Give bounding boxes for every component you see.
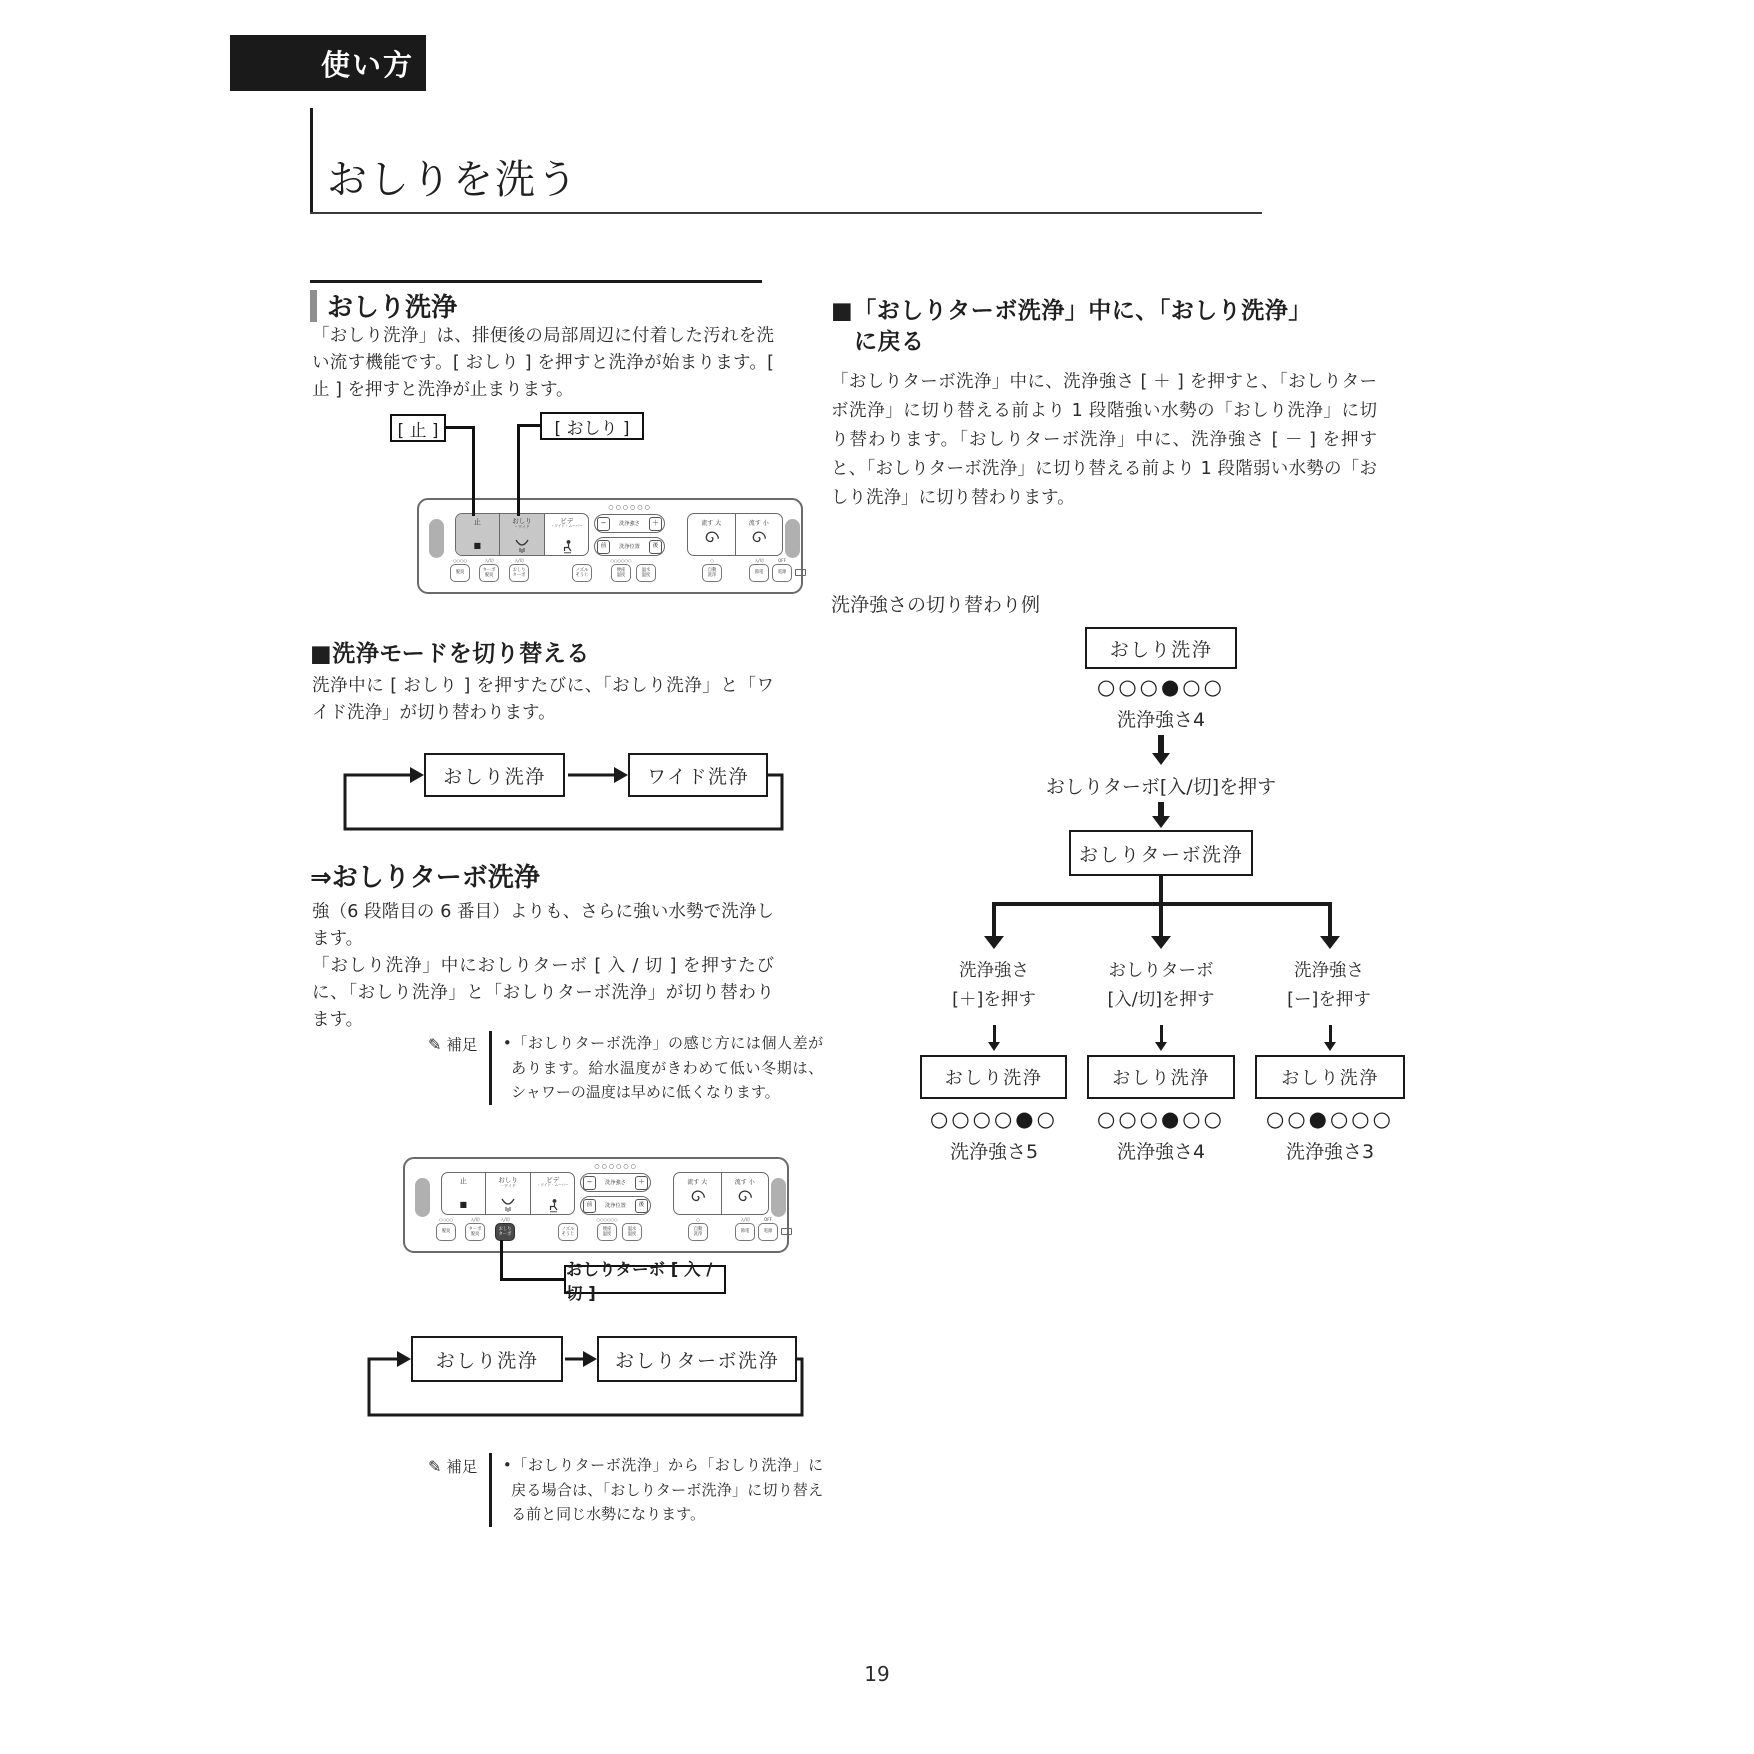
section2-body: 洗浄中に [ おしり ] を押すたびに、「おしり洗浄」と「ワイド洗浄」が切り替わります。 [312, 676, 774, 723]
branch-action-line2: [ー]を押す [1287, 990, 1371, 1010]
note-heading [428, 1033, 477, 1055]
panel-mark: ○ [696, 1216, 700, 1222]
right-heading-line2: に戻る [854, 329, 925, 355]
main-buttons [455, 513, 589, 556]
callout-line [472, 426, 475, 516]
strength-dots: ○○○●○○ [1097, 1107, 1225, 1131]
panel-mark: ○○○○ [453, 557, 467, 563]
flow-box-oshiri-wash: おしり洗浄 [1085, 627, 1237, 669]
step-label: おしりターボ[入/切]を押す [1045, 776, 1277, 798]
strength-plus-button: ＋ [649, 517, 662, 531]
panel-mark: 入/切 [740, 1216, 750, 1222]
section3-body1: 強（6 段階目の 6 番目）よりも、さらに強い水勢で洗浄します。 [312, 902, 774, 949]
pencil-icon: ✎ [428, 1034, 442, 1054]
bide-button [545, 514, 588, 555]
section1-body: 「おしり洗浄」は、排便後の局部周辺に付着した汚れを洗い流す機能です。[ おしり ] を押すと洗浄が始まります。[ 止 ] を押すと洗浄が止まります。 [312, 326, 774, 400]
stop-label: 止 [459, 1177, 467, 1185]
small-button-label: 温水 [627, 1226, 637, 1232]
small-button-seat-temp [597, 1223, 617, 1241]
battery-icon [795, 569, 806, 576]
page-number: 19 [864, 1662, 890, 1686]
panel-mark: ○ [710, 557, 714, 563]
branch-action-line1: 洗浄強さ [1294, 961, 1364, 981]
branch-action [1075, 957, 1247, 1015]
small-button-label: 便座 [602, 1226, 612, 1232]
note-2 [428, 1453, 823, 1527]
pencil-icon: ✎ [428, 1456, 442, 1476]
small-button-label: そうじ [575, 573, 589, 578]
section3-heading: ⇒おしりターボ洗浄 [310, 863, 540, 893]
strength-flowchart [831, 627, 1411, 1172]
small-button-label: 脱臭 [455, 570, 465, 576]
section-accent-bar [310, 290, 317, 322]
small-button-label: 自動 [693, 1226, 703, 1232]
callout-line [517, 424, 520, 516]
small-button-oshiri-turbo [509, 564, 529, 582]
small-button-label: 温度 [602, 1232, 612, 1237]
callout-stop: [ 止 ] [390, 414, 446, 442]
small-button-label: 自動 [707, 567, 717, 573]
panel-mark: OFF [778, 557, 786, 563]
strength-minus-button: − [583, 1176, 596, 1190]
strength-value: 洗浄強さ4 [1116, 1141, 1206, 1163]
note-text: •「おしりターボ洗浄」から「おしり洗浄」に戻る場合は、「おしりターボ洗浄」に切り替える前と同じ水勢になります。 [502, 1456, 824, 1523]
small-button-label: 脱臭 [470, 1232, 480, 1237]
small-button-label: 節電 [754, 570, 764, 576]
small-button-nozzle-clean [558, 1223, 578, 1241]
position-back-button: 後 [635, 1199, 648, 1213]
branch-action [914, 957, 1074, 1015]
small-button-label: おしり [512, 567, 526, 573]
note-divider [489, 1031, 492, 1105]
section-heading: おしり洗浄 [327, 293, 458, 323]
small-button-label: 温度 [616, 573, 626, 578]
small-button-oshiri-turbo [495, 1223, 515, 1241]
oshiri-sub-label: ・ワイド [514, 524, 530, 529]
oshiri-label: おしり [498, 1176, 518, 1184]
section-tab-label: 使い方 [320, 47, 414, 82]
small-button-label: ノズル [575, 567, 589, 573]
flush-small-button [722, 1173, 769, 1214]
note-divider [489, 1453, 492, 1527]
small-button-label: 電源 [777, 570, 787, 576]
left-column [310, 275, 824, 1575]
flush-small-button [736, 514, 783, 555]
small-button-turbo-deodorize [465, 1223, 485, 1241]
strength-plus-button: ＋ [635, 1176, 648, 1190]
strength-dots: ○○○○●○ [930, 1107, 1058, 1131]
callout-line [500, 1278, 564, 1281]
bide-label: ビデ [560, 517, 574, 525]
small-button-label: 便座 [616, 567, 626, 573]
left-grip [429, 519, 444, 558]
panel-mark: 入/切 [514, 557, 524, 563]
small-button-energy-save [735, 1223, 755, 1241]
down-arrow [1160, 1025, 1163, 1043]
flush-large-button [674, 1173, 722, 1214]
wash-mode-flow [310, 745, 810, 840]
small-button-label: ノズル [561, 1226, 575, 1232]
stop-square-icon: ■ [459, 1200, 468, 1209]
example-label: 洗浄強さの切り替わり例 [831, 594, 1041, 616]
oshiri-spray-icon [500, 539, 545, 555]
branch-action-line2: [入/切]を押す [1107, 990, 1215, 1010]
small-button-label: 洗浄 [707, 573, 717, 578]
bide-sub-label: ・ワイド・ムーバー [550, 524, 583, 528]
branch-action [1249, 957, 1409, 1015]
small-button-deodorize [450, 564, 470, 582]
remote-diagram-2 [310, 1155, 810, 1305]
remote-diagram-1 [310, 410, 810, 602]
bide-button [531, 1173, 574, 1214]
small-button-label: 温度 [641, 573, 651, 578]
title-rule-vertical [310, 108, 313, 214]
note-1 [428, 1031, 823, 1105]
note-heading [428, 1455, 477, 1477]
position-label: 洗浄位置 [605, 1203, 626, 1209]
panel-mark: 入/切 [470, 1216, 480, 1222]
down-arrow [1159, 902, 1163, 938]
position-group [594, 537, 665, 556]
flow-box-oshiri-wash: おしり洗浄 [1087, 1055, 1235, 1099]
small-button-energy-save [749, 564, 769, 582]
panel-mark: ○○○○ [439, 1216, 453, 1222]
callout-oshiri: [ おしり ] [540, 412, 644, 440]
section-oshiri-wash [310, 280, 762, 324]
branch-action-line1: 洗浄強さ [959, 961, 1029, 981]
turbo-flow [310, 1328, 810, 1426]
oshiri-sub-label: ・ワイド [500, 1183, 516, 1188]
strength-value: 洗浄強さ4 [1116, 709, 1206, 731]
small-button-label: 洗浄 [693, 1232, 703, 1237]
strength-label: 洗浄強さ [605, 1180, 626, 1186]
oshiri-label: おしり [512, 517, 532, 525]
small-button-turbo-deodorize [479, 564, 499, 582]
flush-small-label: 流す 小 [748, 520, 769, 527]
down-arrow [1158, 802, 1164, 818]
down-arrow [993, 1025, 996, 1043]
small-button-label: そうじ [561, 1232, 575, 1237]
small-button-label: 脱臭 [441, 1229, 451, 1235]
small-button-water-temp [636, 564, 656, 582]
main-buttons [441, 1172, 575, 1215]
strength-value: 洗浄強さ3 [1285, 1141, 1375, 1163]
panel-mark: 入/切 [754, 557, 764, 563]
flush-large-spiral-icon [688, 529, 735, 546]
bide-sub-label: ・ワイド・ムーバー [536, 1183, 569, 1187]
note-text: •「おしりターボ洗浄」の感じ方には個人差があります。給水温度がきわめて低い冬期は、シャワーの温度は早めに低くなります。 [502, 1034, 824, 1101]
note-label: 補足 [446, 1036, 478, 1054]
flow-box-oshiri-wash: おしり洗浄 [1255, 1055, 1405, 1099]
battery-icon [781, 1228, 792, 1235]
right-body: 「おしりターボ洗浄」中に、洗浄強さ [ ＋ ] を押すと、「おしりターボ洗浄」に切り替える前より 1 段階強い水勢の「おしり洗浄」に切り替わります。「おしりターボ洗浄」中に、洗浄強さ [ － ] を押すと、「おしりターボ洗浄」に切り替える前より 1 段階弱い水勢の「おしり洗浄」に切り替わります。 [831, 372, 1377, 508]
oshiri-button [500, 514, 546, 555]
small-button-seat-temp [611, 564, 631, 582]
right-heading-line1: ■「おしりターボ洗浄」中に、「おしり洗浄」 [831, 298, 1312, 324]
panel-mark: 入/切 [484, 557, 494, 563]
right-grip [785, 519, 800, 558]
panel-mark: ○○○○○○ [596, 1216, 618, 1222]
callout-line [500, 1240, 503, 1281]
small-button-label: 節電 [740, 1229, 750, 1235]
flush-large-spiral-icon [674, 1188, 721, 1205]
small-button-label: ターボ [512, 573, 526, 578]
branch-action-line1: おしりターボ [1108, 961, 1214, 981]
flow-box-oshiri-turbo-wash: おしりターボ洗浄 [1069, 830, 1253, 876]
strength-value: 洗浄強さ5 [949, 1141, 1039, 1163]
small-button-power [772, 564, 792, 582]
strength-group [594, 514, 665, 533]
flow-box-oshiri-turbo-wash: おしりターボ洗浄 [597, 1336, 797, 1382]
left-grip [415, 1178, 430, 1217]
flush-small-label: 流す 小 [734, 1179, 755, 1186]
flush-group [673, 1172, 769, 1215]
small-button-auto-flush [688, 1223, 708, 1241]
section3-body2: 「おしり洗浄」中におしりターボ [ 入 / 切 ] を押すたびに、「おしり洗浄」と「おしりターボ洗浄」が切り替わります。 [312, 956, 774, 1030]
flush-small-spiral-icon [736, 529, 783, 546]
connector-line [1159, 876, 1163, 902]
title-rule-horizontal [310, 212, 1262, 214]
panel-mark: 入/切 [500, 1216, 510, 1222]
panel-mark: OFF [764, 1216, 772, 1222]
callout-oshiri-turbo: おしりターボ [ 入 / 切 ] [564, 1265, 726, 1294]
strength-group [580, 1173, 651, 1192]
down-arrow [1329, 1025, 1332, 1043]
flush-large-label: 流す 大 [701, 520, 722, 527]
note-label: 補足 [446, 1458, 478, 1476]
bide-person-icon [531, 1199, 574, 1214]
small-button-label: ターボ [468, 1226, 482, 1232]
remote-control-panel [403, 1157, 789, 1253]
oshiri-spray-icon [486, 1198, 531, 1214]
right-column [831, 292, 1411, 1212]
flush-group [687, 513, 783, 556]
down-arrow [1158, 735, 1164, 755]
small-button-power [758, 1223, 778, 1241]
branch-action-line2: [＋]を押す [952, 990, 1036, 1010]
position-back-button: 後 [649, 540, 662, 554]
down-arrow [1328, 902, 1332, 938]
small-button-label: 電源 [763, 1229, 773, 1235]
strength-dots: ○○●○○○ [1266, 1107, 1394, 1131]
callout-line [446, 426, 475, 429]
position-label: 洗浄位置 [619, 544, 640, 550]
flow-box-oshiri-wash: おしり洗浄 [920, 1055, 1067, 1099]
bide-person-icon [545, 540, 588, 555]
position-group [580, 1196, 651, 1215]
small-button-label: 温度 [627, 1232, 637, 1237]
strength-label: 洗浄強さ [619, 521, 640, 527]
strength-dots: ○○○●○○ [1097, 675, 1225, 699]
strength-indicator-leds: ○○○○○○ [594, 1163, 638, 1170]
panel-mark: ○○○○○○ [610, 557, 632, 563]
stop-button [442, 1173, 486, 1214]
section-tab [230, 35, 426, 91]
small-button-label: 温水 [641, 567, 651, 573]
bide-label: ビデ [546, 1176, 560, 1184]
strength-indicator-leds: ○○○○○○ [608, 504, 652, 511]
small-button-label: おしり [498, 1226, 512, 1232]
stop-label: 止 [473, 518, 481, 526]
flush-large-button [688, 514, 736, 555]
strength-minus-button: − [597, 517, 610, 531]
small-button-deodorize [436, 1223, 456, 1241]
flow-box-oshiri-wash: おしり洗浄 [411, 1336, 563, 1382]
position-front-button: 前 [583, 1199, 596, 1213]
small-button-label: ターボ [482, 567, 496, 573]
section2-heading: ■洗浄モードを切り替える [310, 641, 590, 667]
stop-square-icon: ■ [473, 541, 482, 550]
flow-box-wide-wash: ワイド洗浄 [628, 753, 768, 797]
small-button-label: 脱臭 [484, 573, 494, 578]
stop-button [456, 514, 500, 555]
page-title: おしりを洗う [327, 157, 579, 203]
small-button-water-temp [622, 1223, 642, 1241]
flush-small-spiral-icon [722, 1188, 769, 1205]
oshiri-button [486, 1173, 532, 1214]
right-grip [771, 1178, 786, 1217]
small-button-nozzle-clean [572, 564, 592, 582]
position-front-button: 前 [597, 540, 610, 554]
callout-line [517, 424, 540, 427]
small-button-auto-flush [702, 564, 722, 582]
flow-box-oshiri-wash: おしり洗浄 [424, 753, 565, 797]
down-arrow [992, 902, 996, 938]
small-button-label: ターボ [498, 1232, 512, 1237]
flush-large-label: 流す 大 [687, 1179, 708, 1186]
